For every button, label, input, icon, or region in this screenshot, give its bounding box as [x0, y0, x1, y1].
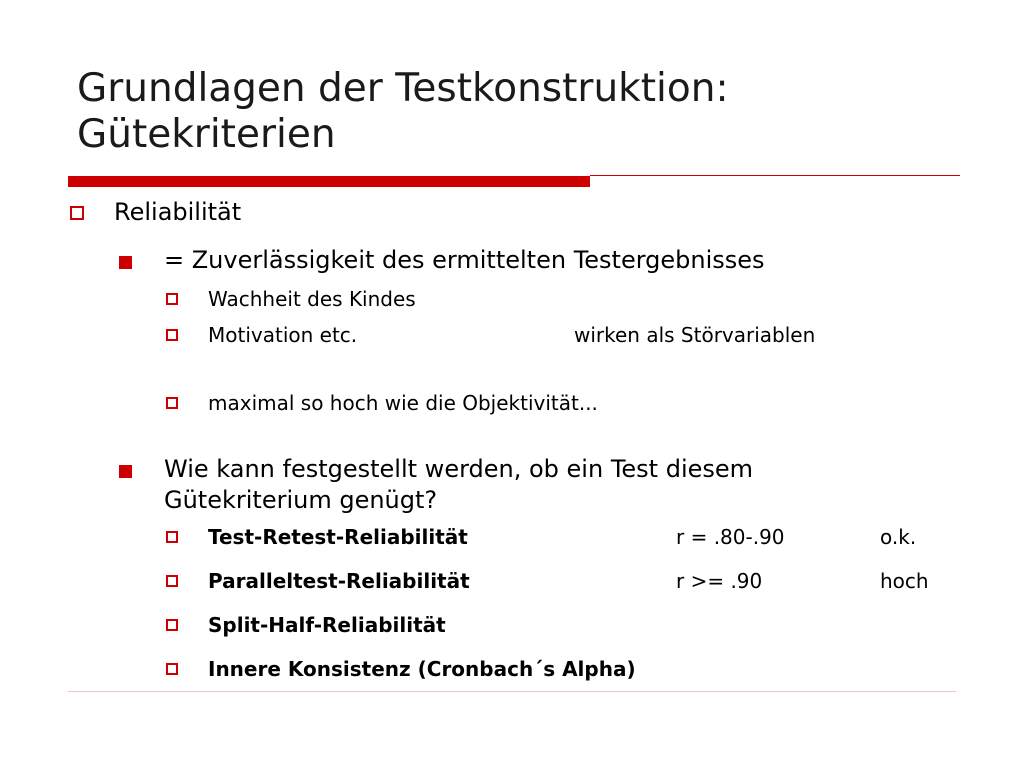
method-rating: o.k. — [880, 525, 917, 549]
bullet-question-line-2: Gütekriterium genügt? — [164, 486, 438, 514]
bullet-reliabilitaet: Reliabilität — [114, 198, 242, 226]
method-rating: hoch — [880, 569, 929, 593]
hollow-square-bullet-icon — [166, 619, 178, 631]
title-underline-thick — [68, 176, 590, 187]
bullet-wachheit: Wachheit des Kindes — [208, 287, 416, 311]
hollow-square-bullet-icon — [70, 206, 84, 220]
method-name: Innere Konsistenz (Cronbach´s Alpha) — [208, 657, 636, 681]
solid-square-bullet-icon — [119, 256, 132, 269]
method-name: Paralleltest-Reliabilität — [208, 569, 470, 593]
slide-title — [77, 66, 977, 158]
bullet-motivation: Motivation etc. — [208, 323, 358, 347]
method-value: r = .80-.90 — [676, 525, 785, 549]
method-value: r >= .90 — [676, 569, 763, 593]
hollow-square-bullet-icon — [166, 575, 178, 587]
solid-square-bullet-icon — [119, 465, 132, 478]
bullet-zuverlaessigkeit: = Zuverlässigkeit des ermittelten Testergebnisses — [164, 246, 765, 274]
hollow-square-bullet-icon — [166, 531, 178, 543]
method-name: Test-Retest-Reliabilität — [208, 525, 468, 549]
hollow-square-bullet-icon — [166, 663, 178, 675]
hollow-square-bullet-icon — [166, 329, 178, 341]
title-underline-thin — [590, 175, 960, 176]
footer-divider — [68, 691, 956, 692]
method-name: Split-Half-Reliabilität — [208, 613, 446, 637]
title-line-2: Gütekriterien — [77, 112, 336, 157]
title-line-1: Grundlagen der Testkonstruktion: — [77, 66, 729, 111]
bullet-question-line-1: Wie kann festgestellt werden, ob ein Test diesem — [164, 455, 754, 483]
bullet-maximal-objektivitaet: maximal so hoch wie die Objektivität... — [208, 391, 598, 415]
hollow-square-bullet-icon — [166, 397, 178, 409]
stoervariablen-note: wirken als Störvariablen — [574, 323, 816, 347]
hollow-square-bullet-icon — [166, 293, 178, 305]
